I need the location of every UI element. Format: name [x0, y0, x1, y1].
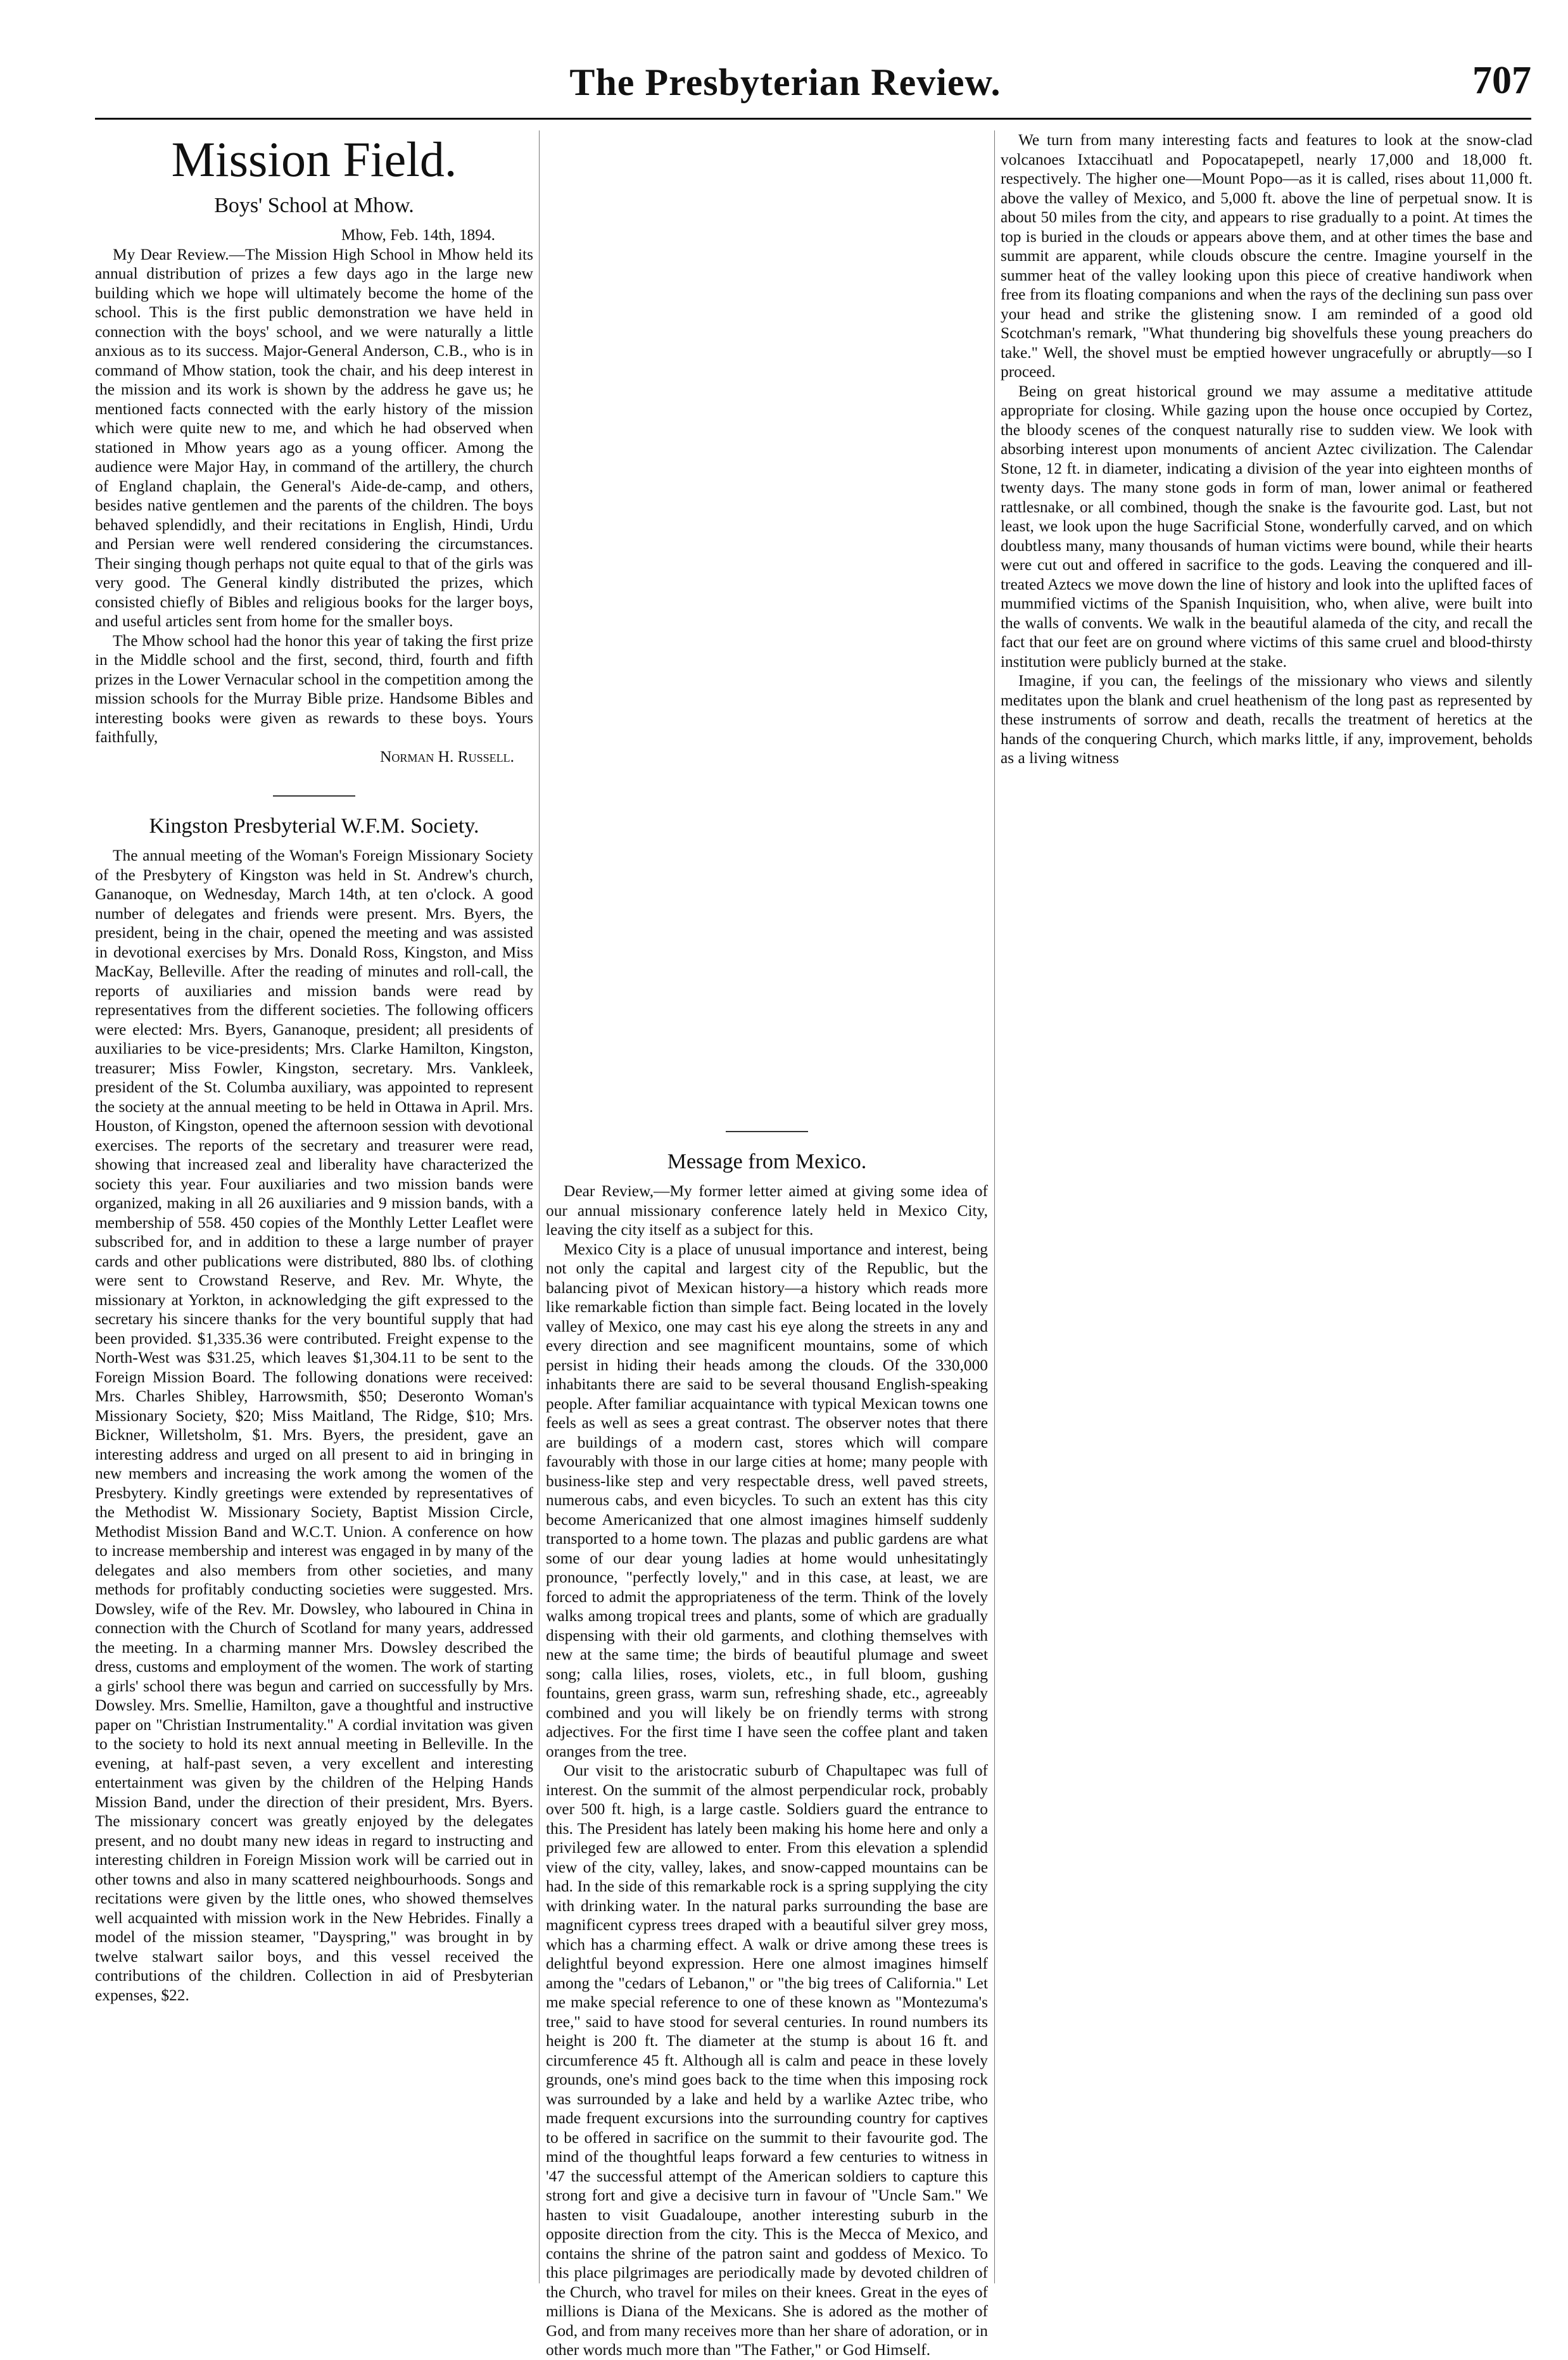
article-heading-mexico: Message from Mexico.: [667, 1150, 867, 1173]
periodical-title: The Presbyterian Review.: [569, 61, 1001, 103]
article-heading-mhow: Boys' School at Mhow.: [214, 194, 414, 217]
column-rule: [994, 130, 995, 2283]
column-2: [546, 130, 988, 2359]
article-paragraph: Mexico City is a place of unusual importance and interest, being not only the capital and largest city of the Republic, but the balancing pivot of Mexican history—a history which reads more like remarkable fiction than simple fact. Being located in the lovely valley of Mexico, one may cast his eye along the streets in any and every direction and see magnificent mountains, some of which persist in hiding their heads among the clouds. Of the 330,000 inhabitants there are said to be several thousand English-speaking people. After familiar acquaintance with typical Mexican towns one feels as well as sees a great contrast. The observer notes that there are buildings of a modern cast, stores which will compare favourably with those in our large cities at home; many people with business-like step and very respectable dress, well paved streets, numerous cabs, and even bicycles. To such an extent has this city become Americanized that one almost imagines himself suddenly transported to a home town. The plazas and public gardens are what some of our dear young ladies at home would unhesitatingly pronounce, "perfectly lovely," and in this case, at least, we are forced to admit the appropriateness of the term. Think of the lovely walks among tropical trees and plants, some of which are gradually dispensing with their old garments, and clothing themselves with new at the same time; the birds of beautiful plumage and sweet song; calla lilies, roses, violets, etc., in full bloom, gushing fountains, green grass, warm sun, refreshing shade, etc., agreeably combined and you will likely be on friendly terms with strong adjectives. For the first time I have seen the coffee plant and taken oranges from the tree.: [546, 1240, 988, 1760]
article-paragraph-kingston: The annual meeting of the Woman's Foreign Missionary Society of the Presbytery of Kingston was held in St. Andrew's church, Gananoque, on Wednesday, March 14th, at ten o'clock. A good number of delegates and friends were present. Mrs. Byers, the president, being in the chair, opened the meeting and was assisted in devotional exercises by Mrs. Donald Ross, Kingston, and Miss MacKay, Belleville. After the reading of minutes and roll-call, the reports of auxiliaries and mission bands were read by representatives from the different societies. The following officers were elected: Mrs. Byers, Gananoque, president; all presidents of auxiliaries to be vice-presidents; Mrs. Clarke Hamilton, Kingston, treasurer; Miss Fowler, Kingston, secretary. Mrs. Vankleek, president of the St. Columba auxiliary, was appointed to represent the society at the annual meeting to be held in Ottawa in April. Mrs. Houston, of Kingston, opened the afternoon session with devotional exercises. The reports of the secretary and treasurer were read, showing that increased zeal and liberality have characterized the society this year. Four auxiliaries and two mission bands were organized, making in all 26 auxiliaries and 9 mission bands, with a membership of 558. 450 copies of the Monthly Letter Leaflet were subscribed for, and in addition to these a large number of prayer cards and other publications were distributed, 880 lbs. of clothing were sent to Crowstand Reserve, and Rev. Mr. Whyte, the missionary at Yorkton, in acknowledging the gift expressed to the secretary his sincere thanks for the very bountiful supply that had been provided. $1,335.36 were contributed. Freight expense to the North-West was $31.25, which leaves $1,304.11 to be sent to the Foreign Mission Board. The following donations were received: Mrs. Charles Shibley, Harrowsmith, $50; Deseronto Woman's Missionary Society, $20; Miss Maitland, The Ridge, $10; Mrs. Bickner, Willetsholm, $1. Mrs. Byers, the president, gave an interesting address and urged on all present to aid in bringing in new members and increasing the work among the women of the Presbytery. Kindly greetings were extended by representatives of the Methodist W. Missionary Society, Baptist Mission Circle, Methodist Mission Band and W.C.T. Union. A conference on how to increase membership and interest was engaged in by many of the delegates and also members from other societies, and many methods for profitably conducting societies were suggested. Mrs. Dowsley, wife of the Rev. Mr. Dowsley, who laboured in China in connection with the Church of Scotland for many years, addressed the meeting. In a charming manner Mrs. Dowsley described the dress, customs and employment of the women. The work of starting a girls' school there was begun and carried on successfully by Mrs. Dowsley. Mrs. Smellie, Hamilton, gave a thoughtful and instructive paper on "Christian Instrumentality." A cordial invitation was given to the society to hold its next annual meeting in Belleville. In the evening, at half-past seven, a very excellent and interesting entertainment was given by the children of the Helping Hands Mission Band, under the direction of their president, Mrs. Byers. The missionary concert was greatly enjoyed by the delegates present, and no doubt many new ideas in regard to instructing and interesting children in Foreign Mission work will be carried out in other towns and also in many scattered neighbourhoods. Songs and recitations were given by the little ones, who showed themselves well acquainted with mission work in the New Hebrides. Finally a model of the mission steamer, "Dayspring," was brought in by twelve stalwart sailor boys, and this vessel received the contributions of the children. Collection in aid of Presbyterian expenses, $22.: [95, 847, 533, 2004]
section-title: Mission Field.: [171, 132, 457, 187]
page-number: 707: [1472, 59, 1531, 102]
article-paragraph: Imagine, if you can, the feelings of the missionary who views and silently meditates upon the blank and cruel heathenism of the long past as represented by these instruments of sorrow and death, recalls the treatment of heretics at the hands of the conquering Church, which marks little, if any, improvement, beholds as a living witness: [1001, 672, 1533, 767]
article-divider: [273, 795, 355, 797]
page-header: [95, 61, 1531, 120]
article-divider: [726, 1131, 808, 1132]
article-paragraph: Dear Review,—My former letter aimed at giving some idea of our annual missionary conference lately held in Mexico City, leaving the city itself as a subject for this.: [546, 1182, 988, 1239]
column-rule: [539, 130, 540, 2283]
dateline: Mhow, Feb. 14th, 1894.: [341, 226, 495, 244]
article-paragraph: My Dear Review.—The Mission High School in Mhow held its annual distribution of prizes a few days ago in the large new building which we hope will ultimately become the home of the school. This is the first public demonstration we have held in connection with the boys' school, and we were naturally a little anxious as to its success. Major-General Anderson, C.B., who is in command of Mhow station, took the chair, and his deep interest in the mission and its work is shown by the address he gave us; he mentioned facts connected with the early history of the mission which were quite new to me, and which he had observed when stationed in Mhow years ago as a young officer. Among the audience were Major Hay, in command of the artillery, the church of England chaplain, the General's Aide-de-camp, and others, besides native gentlemen and the parents of the children. The boys behaved splendidly, and their recitations in English, Hindi, Urdu and Persian were well rendered considering the circumstances. Their singing though perhaps not quite equal to that of the girls was very good. The General kindly distributed the prizes, which consisted chiefly of Bibles and religious books for the larger boys, and useful articles sent from home for the smaller boys.: [95, 245, 533, 630]
article-paragraph: Being on great historical ground we may assume a meditative attitude appropriate for closing. While gazing upon the house once occupied by Cortez, the bloody scenes of the conquest naturally rise to sudden view. We look with absorbing interest upon monuments of ancient Aztec civilization. The Calendar Stone, 12 ft. in diameter, indicating a division of the year into eighteen months of twenty days. The many stone gods in form of man, lower animal or feathered rattlesnake, or all combined, though the snake is the favourite god. Last, but not least, we look upon the huge Sacrificial Stone, wonderfully carved, and on which doubtless many, many thousands of human victims were bound, while their hearts were cut out and offered in sacrifice to the gods. Leaving the conquered and ill-treated Aztecs we move down the line of history and look into the uplifted faces of mummified victims of the Spanish Inquisition, who, when alive, were built into the walls of convents. We walk in the beautiful alameda of the city, and recall the fact that our feet are on ground where victims of this same cruel and blood-thirsty institution were publicly burned at the stake.: [1001, 382, 1533, 671]
article-heading-kingston: Kingston Presbyterial W.F.M. Society.: [149, 814, 479, 838]
article-paragraph: The Mhow school had the honor this year of taking the first prize in the Middle school and the first, second, third, fourth and fifth prizes in the Lower Vernacular school in the competition among the mission schools for the Murray Bible prize. Handsome Bibles and interesting books were given as rewards to these boys. Yours faithfully,: [95, 631, 533, 746]
article-paragraph: Our visit to the aristocratic suburb of Chapultapec was full of interest. On the summit of the almost perpendicular rock, probably over 500 ft. high, is a large castle. Soldiers guard the entrance to this. The President has lately been making his home here and only a privileged few are allowed to enter. From this elevation a splendid view of the city, valley, lakes, and snow-capped mountains can be had. In the side of this remarkable rock is a spring supplying the city with drinking water. In the natural parks surrounding the base are magnificent cypress trees draped with a beautiful silver grey moss, which has a charming effect. A walk or drive among these trees is delightful beyond expression. Here one almost imagines himself among the "cedars of Lebanon," or "the big trees of California." Let me make special reference to one of these known as "Montezuma's tree," said to have stood for several centuries. In round numbers its height is 200 ft. The diameter at the stump is about 16 ft. and circumference 45 ft. Although all is calm and peace in these lovely grounds, one's mind goes back to the time when this imposing rock was surrounded by a lake and held by a warlike Aztec tribe, who made frequent excursions into the surrounding country for captives to be offered in sacrifice on the summit to their favourite god. The mind of the thoughtful leaps forward a few centuries to witness in '47 the successful attempt of the American soldiers to capture this strong fort and give a decisive turn in favour of "Uncle Sam." We hasten to visit Guadaloupe, another interesting suburb in the opposite direction from the city. This is the Mecca of Mexico, and contains the shrine of the patron saint and goddess of Mexico. To this place pilgrimages are periodically made by devoted children of the Church, who travel for miles on their knees. Great in the eyes of millions is Diana of the Mexicans. She is adored as the mother of God, and from many receives more than her share of adoration, or in other words much more than "The Father," or God Himself.: [546, 1762, 988, 2359]
article-paragraph: We turn from many interesting facts and features to look at the snow-clad volcanoes Ixtaccihuatl and Popocatapepetl, nearly 17,000 and 18,000 ft. respectively. The higher one—Mount Popo—as it is called, rises about 11,000 ft. above the valley of Mexico, and 5,000 ft. above the line of perpetual snow. It is about 50 miles from the city, and appears to rise gradually to a point. At times the top is buried in the clouds or appears above them, and at other times the base and summit are apparent, while clouds obscure the centre. Imagine yourself in the summer heat of the valley looking upon this piece of creative handiwork when free from its floating companions and when the rays of the declining sun pass over your head and strike the glistening snow. I am reminded of a good old Scotchman's remark, "What thundering big shovelfuls these young preachers do take." Well, the shovel must be emptied however ungracefully or abruptly—so I proceed.: [1001, 131, 1533, 381]
column-1: [95, 130, 533, 2283]
column-3: [1001, 130, 1533, 2283]
signature: Norman H. Russell.: [379, 747, 514, 766]
